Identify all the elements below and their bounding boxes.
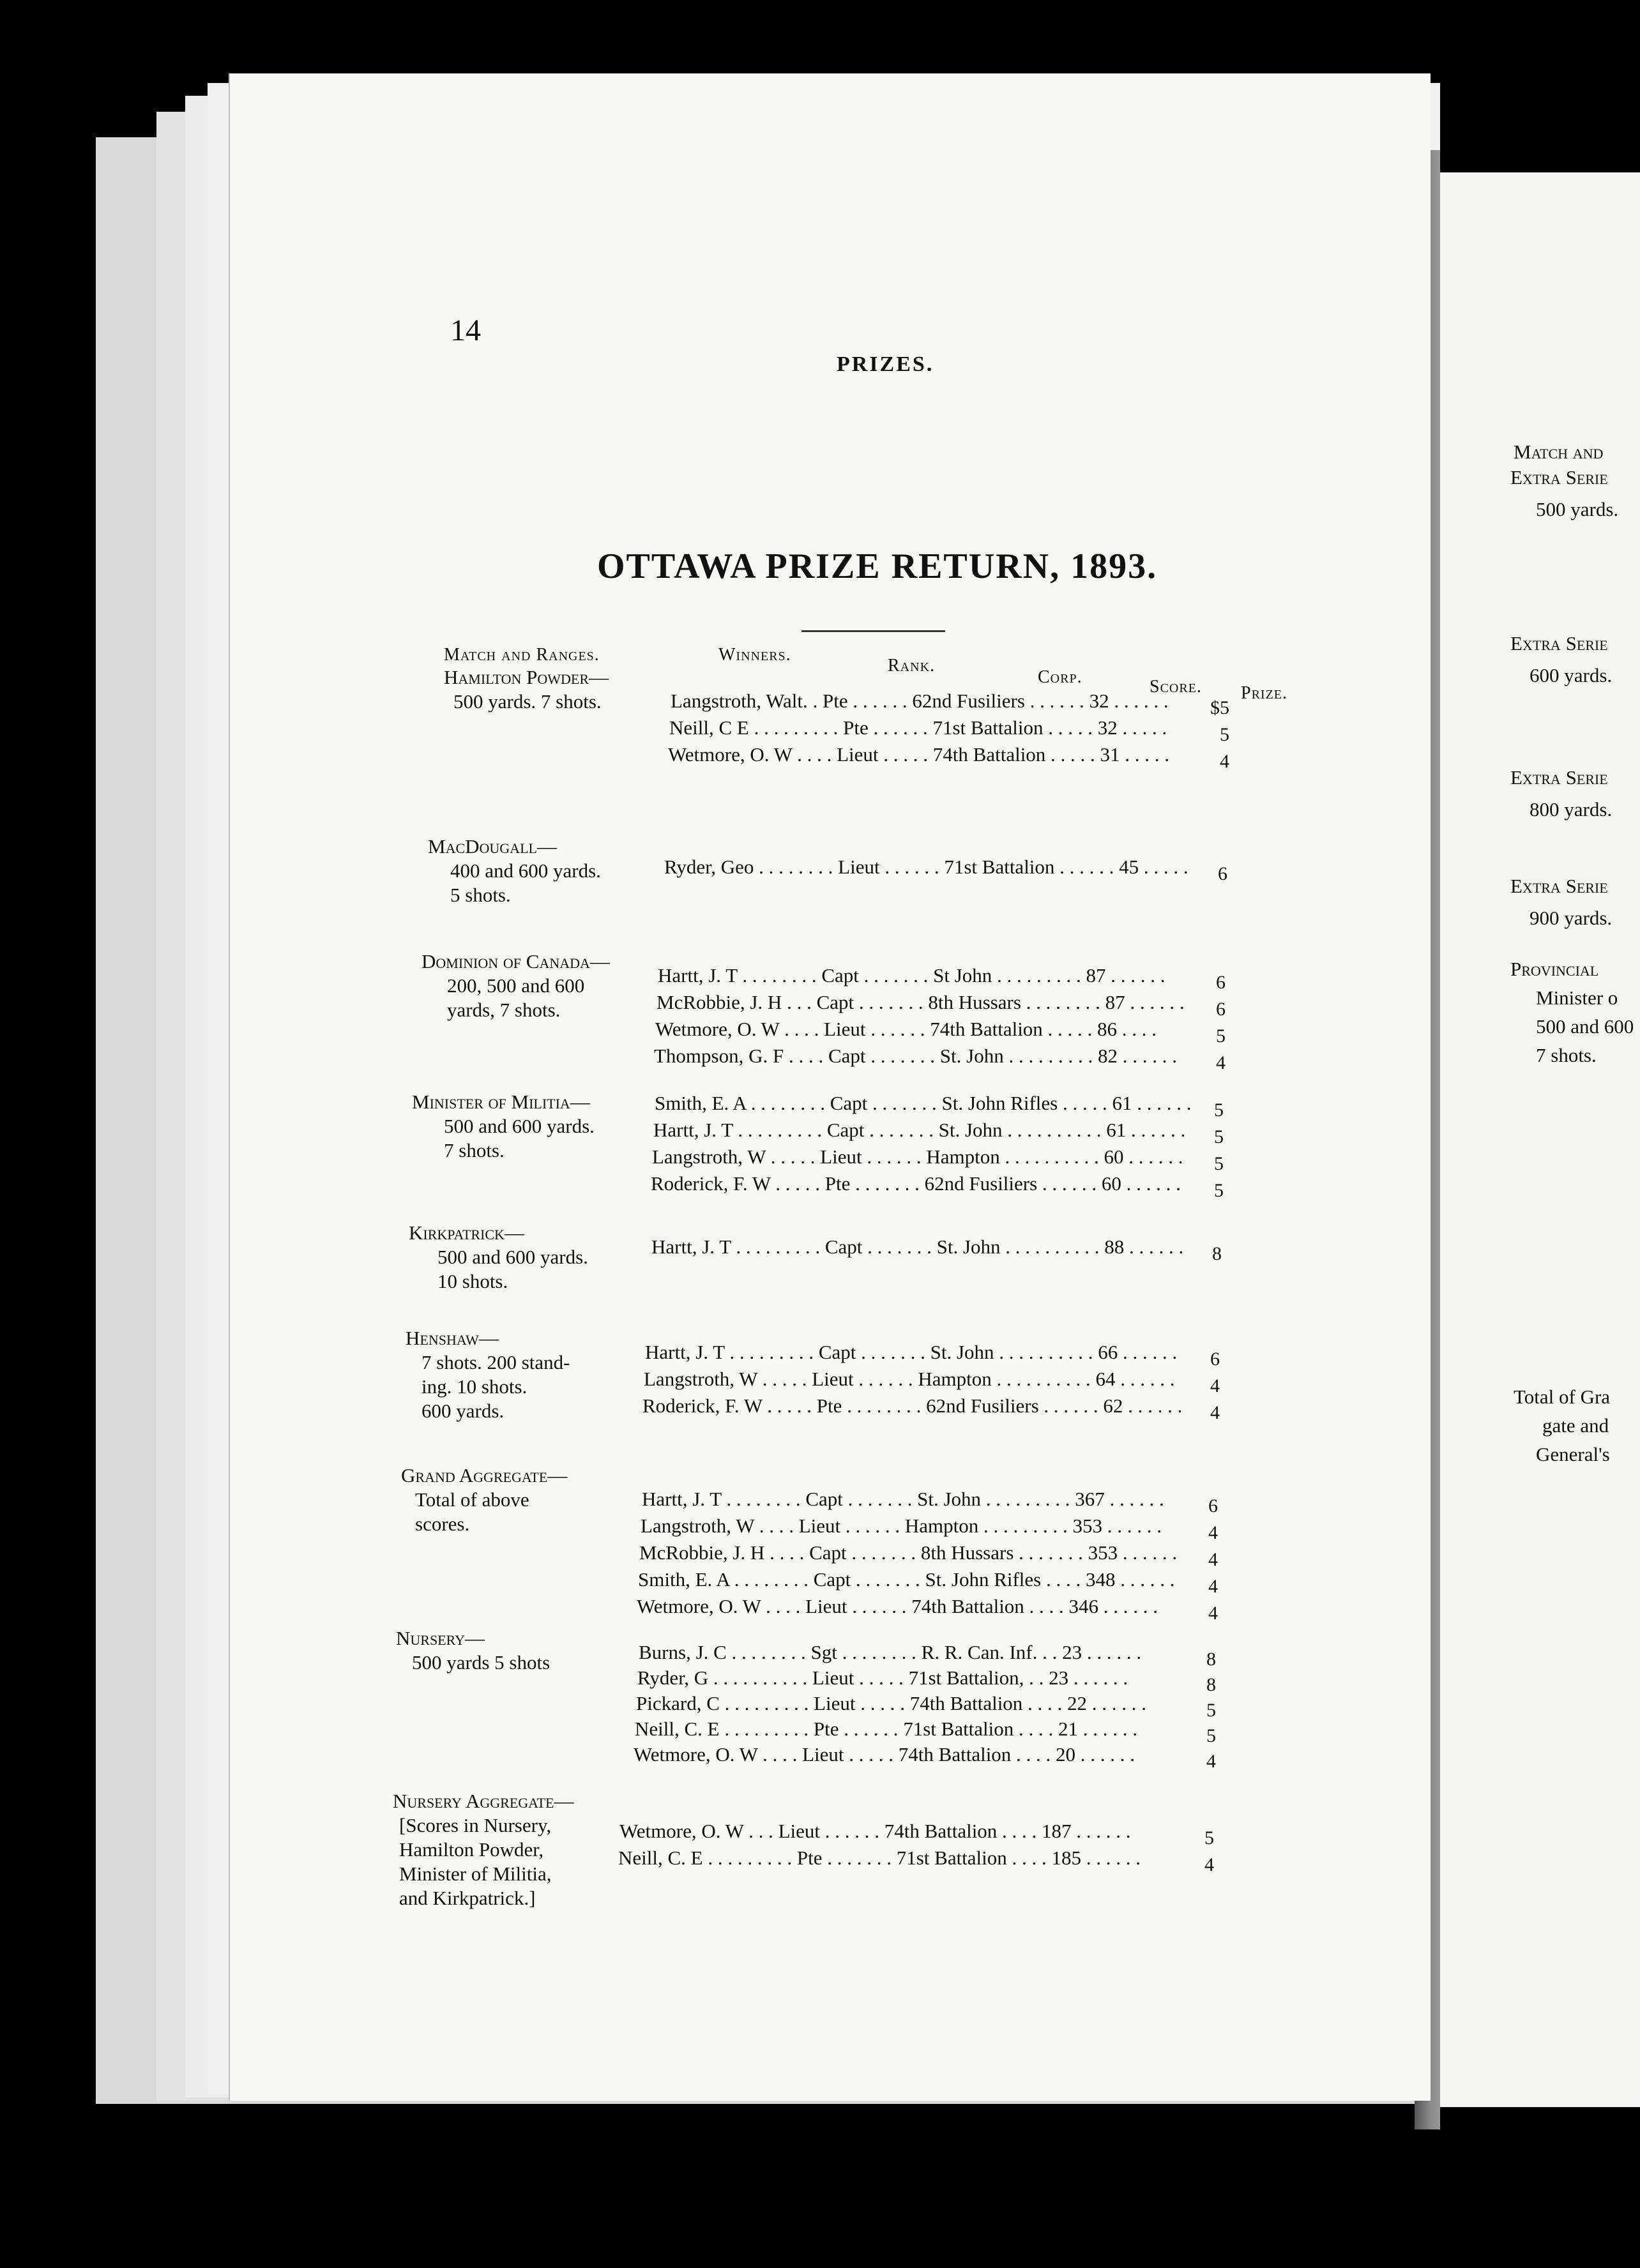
match-description: scores. [415, 1513, 470, 1535]
column-header-score: Score. [1150, 677, 1202, 697]
prize-amount: 4 [1208, 1522, 1218, 1543]
prize-amount: $5 [1210, 697, 1229, 718]
prize-amount: 6 [1210, 1349, 1220, 1370]
winner-row: Langstroth, Walt. . Pte . . . . . . 62nd Fusiliers . . . . . . 32 . . . . . . [671, 690, 1169, 712]
prize-amount: 4 [1220, 751, 1229, 772]
facing-page-fragment: 500 yards. [1536, 498, 1619, 520]
running-header: PRIZES. [837, 352, 934, 376]
prize-amount: 4 [1208, 1603, 1218, 1624]
page-title: OTTAWA PRIZE RETURN, 1893. [597, 547, 1158, 586]
match-name: MacDougall— [428, 835, 557, 858]
prize-amount: 6 [1218, 863, 1227, 884]
winner-row: McRobbie, J. H . . . Capt . . . . . . . 8th Hussars . . . . . . . . 87 . . . . . . [657, 991, 1185, 1013]
page-number: 14 [450, 314, 481, 347]
match-name: Minister of Militia— [412, 1091, 590, 1113]
prize-amount: 4 [1210, 1375, 1220, 1396]
match-description: Minister of Militia, [399, 1863, 552, 1885]
prize-amount: 6 [1216, 999, 1226, 1020]
facing-page-fragment: 7 shots. [1536, 1044, 1597, 1066]
winner-row: Hartt, J. T . . . . . . . . . Capt . . . . . . . St. John . . . . . . . . . . 66 . . . . . . [645, 1341, 1178, 1363]
winner-row: Smith, E. A . . . . . . . . Capt . . . . . . . St. John Rifles . . . . . 61 . . . . . . [655, 1092, 1192, 1114]
winner-row: Wetmore, O. W . . . . Lieut . . . . . 74th Battalion . . . . . 31 . . . . . [668, 743, 1170, 766]
facing-page-fragment: Provincial [1510, 958, 1599, 980]
match-name: Nursery— [396, 1627, 485, 1649]
facing-page-fragment: General's [1536, 1443, 1610, 1465]
facing-page-fragment: 900 yards. [1530, 907, 1613, 929]
facing-page-fragment: Match and [1514, 441, 1604, 463]
match-description: 7 shots. 200 stand- [421, 1351, 570, 1373]
prize-amount: 5 [1216, 1025, 1226, 1047]
prize-amount: 6 [1208, 1495, 1218, 1516]
left-page [230, 73, 1431, 2101]
facing-page-fragment: Extra Serie [1510, 632, 1608, 654]
prize-amount: 5 [1220, 724, 1229, 745]
column-header-corp: Corp. [1038, 667, 1082, 687]
match-description: [Scores in Nursery, [399, 1814, 552, 1836]
winner-row: Hartt, J. T . . . . . . . . . Capt . . . . . . . St. John . . . . . . . . . . 88 . . . . . . [651, 1236, 1184, 1258]
match-name: Hamilton Powder— [444, 666, 609, 688]
facing-page-fragment: Minister o [1536, 987, 1618, 1009]
prize-amount: 5 [1214, 1126, 1224, 1147]
facing-page-fragment: Extra Serie [1510, 466, 1608, 488]
match-description: ing. 10 shots. [421, 1375, 528, 1398]
winner-row: Neill, C. E . . . . . . . . . Pte . . . . . . 71st Battalion . . . . 21 . . . . . . [635, 1718, 1138, 1740]
winner-row: Roderick, F. W . . . . . Pte . . . . . . . . 62nd Fusiliers . . . . . . 62 . . . . . . [642, 1395, 1183, 1417]
winner-row: Wetmore, O. W . . . . Lieut . . . . . . 74th Battalion . . . . . 86 . . . . [655, 1018, 1157, 1040]
match-description: 500 and 600 yards. [444, 1115, 595, 1137]
column-header-winners: Winners. [718, 645, 791, 665]
prize-amount: 6 [1216, 972, 1226, 993]
match-description: 500 and 600 yards. [437, 1246, 588, 1268]
match-description: 400 and 600 yards. [450, 859, 601, 882]
match-description: Hamilton Powder, [399, 1838, 544, 1861]
match-description: 5 shots. [450, 884, 511, 906]
facing-page-fragment: Extra Serie [1510, 875, 1608, 897]
match-description: 10 shots. [437, 1270, 508, 1292]
match-description: 500 yards. 7 shots. [453, 690, 602, 713]
prize-amount: 5 [1214, 1180, 1224, 1201]
winner-row: Hartt, J. T . . . . . . . . Capt . . . . . . . St. John . . . . . . . . . 367 . . . . . . [642, 1488, 1164, 1510]
match-name: Dominion of Canada— [421, 950, 610, 972]
prize-amount: 8 [1212, 1243, 1222, 1264]
winner-row: Ryder, Geo . . . . . . . . Lieut . . . . . . 71st Battalion . . . . . . 45 . . . . . [664, 856, 1188, 878]
match-description: 600 yards. [421, 1400, 505, 1422]
winner-row: Wetmore, O. W . . . . Lieut . . . . . . 74th Battalion . . . . 346 . . . . . . [637, 1595, 1158, 1617]
winner-row: Roderick, F. W . . . . . Pte . . . . . . . 62nd Fusiliers . . . . . . 60 . . . . . . [651, 1172, 1181, 1195]
winner-row: Pickard, C . . . . . . . . . Lieut . . . . . 74th Battalion . . . . 22 . . . . . . [636, 1692, 1147, 1714]
prize-amount: 5 [1204, 1827, 1214, 1848]
winner-row: Langstroth, W . . . . . Lieut . . . . . . Hampton . . . . . . . . . . 60 . . . . . . [652, 1145, 1183, 1168]
winner-row: Hartt, J. T . . . . . . . . . Capt . . . . . . . St. John . . . . . . . . . . 61 . . . . . . [653, 1119, 1186, 1141]
winner-row: Langstroth, W . . . . . Lieut . . . . . . Hampton . . . . . . . . . . 64 . . . . . . [644, 1368, 1175, 1390]
facing-page-fragment: Extra Serie [1510, 766, 1608, 789]
match-name: Nursery Aggregate— [393, 1790, 574, 1812]
winner-row: Burns, J. C . . . . . . . . Sgt . . . . . . . . R. R. Can. Inf. . . 23 . . . . . . [639, 1641, 1142, 1663]
prize-amount: 4 [1210, 1402, 1220, 1423]
prize-amount: 4 [1216, 1052, 1226, 1073]
prize-amount: 5 [1214, 1153, 1224, 1174]
column-header-prize: Prize. [1241, 683, 1288, 703]
match-description: 500 yards 5 shots [412, 1651, 550, 1674]
facing-page-fragment: 800 yards. [1530, 798, 1613, 820]
winner-row: Neill, C E . . . . . . . . . Pte . . . . . . 71st Battalion . . . . . 32 . . . . . [669, 716, 1167, 739]
prize-amount: 4 [1208, 1549, 1218, 1570]
winner-row: McRobbie, J. H . . . . Capt . . . . . . . 8th Hussars . . . . . . . 353 . . . . . . [639, 1541, 1178, 1564]
winner-row: Wetmore, O. W . . . . Lieut . . . . . 74th Battalion . . . . 20 . . . . . . [634, 1743, 1135, 1765]
prize-amount: 5 [1206, 1725, 1216, 1746]
match-description: and Kirkpatrick.] [399, 1887, 536, 1909]
title-rule [801, 630, 945, 632]
match-description: 7 shots. [444, 1139, 505, 1161]
facing-page-fragment: 600 yards. [1530, 664, 1613, 686]
prize-amount: 8 [1206, 1649, 1216, 1670]
prize-amount: 8 [1206, 1674, 1216, 1695]
prize-amount: 4 [1208, 1576, 1218, 1597]
match-name: Henshaw— [406, 1327, 499, 1349]
winner-row: Wetmore, O. W . . . Lieut . . . . . . 74th Battalion . . . . 187 . . . . . . [619, 1820, 1131, 1842]
prize-amount: 4 [1206, 1751, 1216, 1772]
winner-row: Langstroth, W . . . . Lieut . . . . . . Hampton . . . . . . . . . 353 . . . . . . [641, 1515, 1162, 1537]
match-description: yards, 7 shots. [447, 999, 561, 1021]
match-name: Grand Aggregate— [401, 1464, 568, 1486]
winner-row: Hartt, J. T . . . . . . . . Capt . . . . . . . St John . . . . . . . . . 87 . . . . . . [658, 964, 1165, 987]
facing-page-fragment: gate and [1542, 1414, 1609, 1437]
winner-row: Neill, C. E . . . . . . . . . Pte . . . . . . . 71st Battalion . . . . 185 . . . . . . [618, 1847, 1141, 1869]
prize-amount: 4 [1204, 1854, 1214, 1875]
prize-amount: 5 [1206, 1700, 1216, 1721]
winner-row: Thompson, G. F . . . . Capt . . . . . . . St. John . . . . . . . . . 82 . . . . . . [654, 1045, 1177, 1067]
column-header-rank: Rank. [888, 656, 936, 676]
facing-page-fragment: Total of Gra [1514, 1386, 1611, 1408]
match-description: Total of above [415, 1488, 529, 1511]
prize-amount: 5 [1214, 1100, 1224, 1121]
facing-page-fragment: 500 and 600 [1536, 1015, 1634, 1038]
match-name: Kirkpatrick— [409, 1221, 524, 1244]
winner-row: Smith, E. A . . . . . . . . Capt . . . . . . . St. John Rifles . . . . 348 . . . . . . [638, 1568, 1175, 1591]
match-description: 200, 500 and 600 [447, 974, 585, 997]
column-header-match: Match and Ranges. [444, 645, 600, 665]
winner-row: Ryder, G . . . . . . . . . . Lieut . . . . . 71st Battalion, . . 23 . . . . . . [637, 1667, 1128, 1689]
